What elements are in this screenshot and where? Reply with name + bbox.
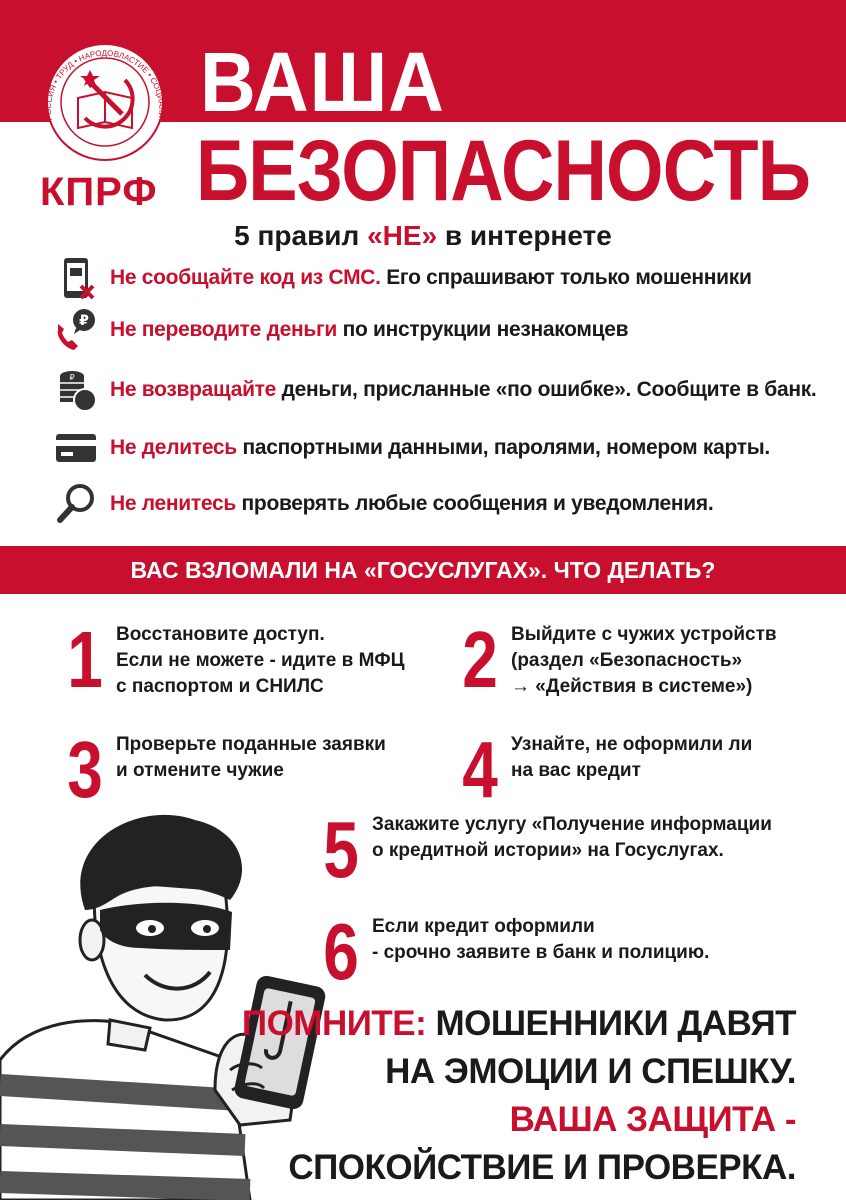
rule-item bbox=[52, 370, 832, 410]
rule-text: проверять любые сообщения и уведомления. bbox=[236, 492, 714, 515]
phone-ruble-icon bbox=[52, 306, 100, 354]
bank-card-icon bbox=[52, 424, 100, 472]
step-line: → «Действия в системе») bbox=[511, 676, 753, 697]
step-number: 3 bbox=[67, 725, 103, 814]
step-number: 2 bbox=[462, 615, 498, 704]
magnifier-icon bbox=[52, 480, 100, 528]
kprf-logo bbox=[30, 40, 180, 220]
title-line-2: БЕЗОПАСНОСТЬ bbox=[196, 123, 811, 219]
rule-text: по инструкции незнакомцев bbox=[337, 318, 629, 341]
subtitle-pre: 5 правил bbox=[234, 220, 368, 251]
step-line: и отмените чужие bbox=[116, 760, 284, 781]
rule-highlight: Не переводите деньги bbox=[110, 318, 338, 341]
step-line: о кредитной истории» на Госуслугах. bbox=[372, 840, 724, 861]
subtitle bbox=[0, 220, 846, 252]
rule-text: Его спрашивают только мошенники bbox=[380, 266, 752, 289]
party-abbr: КПРФ bbox=[40, 170, 158, 214]
step-line: на вас кредит bbox=[511, 760, 641, 781]
step-item bbox=[316, 907, 710, 996]
hacked-banner: ВАС ВЗЛОМАЛИ НА «ГОСУСЛУГАХ». ЧТО ДЕЛАТЬ? bbox=[0, 546, 846, 594]
rule-text: деньги, присланные «по ошибке». Сообщите в банк. bbox=[276, 378, 817, 401]
step-line: - срочно заявите в банк и полицию. bbox=[372, 942, 710, 963]
step-item bbox=[60, 725, 386, 814]
logo-ring-text: РОССИЯ • ТРУД • НАРОДОВЛАСТИЕ • СОЦИАЛИ bbox=[43, 48, 167, 122]
rule-highlight: Не сообщайте код из СМС. bbox=[110, 266, 381, 289]
remember-line-2: НА ЭМОЦИИ И СПЕШКУ. bbox=[385, 1052, 796, 1091]
step-line: Закажите услугу «Получение информации bbox=[372, 814, 772, 835]
kprf-emblem-icon bbox=[30, 40, 180, 170]
remember-line-4: СПОКОЙСТВИЕ И ПРОВЕРКА. bbox=[288, 1148, 796, 1187]
subtitle-post: в интернете bbox=[437, 220, 612, 251]
step-number: 1 bbox=[67, 615, 103, 704]
coins-stack-icon bbox=[52, 366, 100, 414]
step-number: 4 bbox=[462, 725, 498, 814]
svg-text:₽: ₽ bbox=[79, 313, 89, 329]
step-number: 5 bbox=[323, 805, 359, 894]
subtitle-highlight: «НЕ» bbox=[367, 220, 438, 251]
svg-text:₽: ₽ bbox=[69, 373, 75, 382]
rule-highlight: Не ленитесь bbox=[110, 492, 236, 515]
remember-label: ПОМНИТЕ: bbox=[241, 1004, 427, 1043]
step-line: (раздел «Безопасность» bbox=[511, 650, 743, 671]
remember-line-1: МОШЕННИКИ ДАВЯТ bbox=[426, 1004, 796, 1043]
step-line: Проверьте поданные заявки bbox=[116, 734, 386, 755]
phone-sms-cross-icon bbox=[52, 254, 100, 302]
step-line: Если не можете - идите в МФЦ bbox=[116, 650, 405, 671]
rule-highlight: Не делитесь bbox=[110, 436, 237, 459]
step-line: Если кредит оформили bbox=[372, 916, 595, 937]
step-line: с паспортом и СНИЛС bbox=[116, 676, 324, 697]
title-line-1: ВАША bbox=[200, 35, 445, 129]
step-item bbox=[455, 725, 753, 814]
rule-item bbox=[52, 310, 832, 350]
rule-text: паспортными данными, паролями, номером карты. bbox=[236, 436, 770, 459]
rule-item bbox=[52, 428, 832, 468]
step-number: 6 bbox=[323, 907, 359, 996]
step-line: Узнайте, не оформили ли bbox=[511, 734, 753, 755]
step-line: Выйдите с чужих устройств bbox=[511, 624, 777, 645]
rule-highlight: Не возвращайте bbox=[110, 378, 277, 401]
rule-item bbox=[52, 484, 832, 524]
step-item bbox=[316, 805, 772, 894]
step-item bbox=[60, 615, 405, 704]
step-item bbox=[455, 615, 777, 704]
rule-item bbox=[52, 258, 832, 298]
step-line: Восстановите доступ. bbox=[116, 624, 325, 645]
remember-block bbox=[242, 1000, 796, 1192]
remember-line-3: ВАША ЗАЩИТА - bbox=[509, 1100, 796, 1139]
